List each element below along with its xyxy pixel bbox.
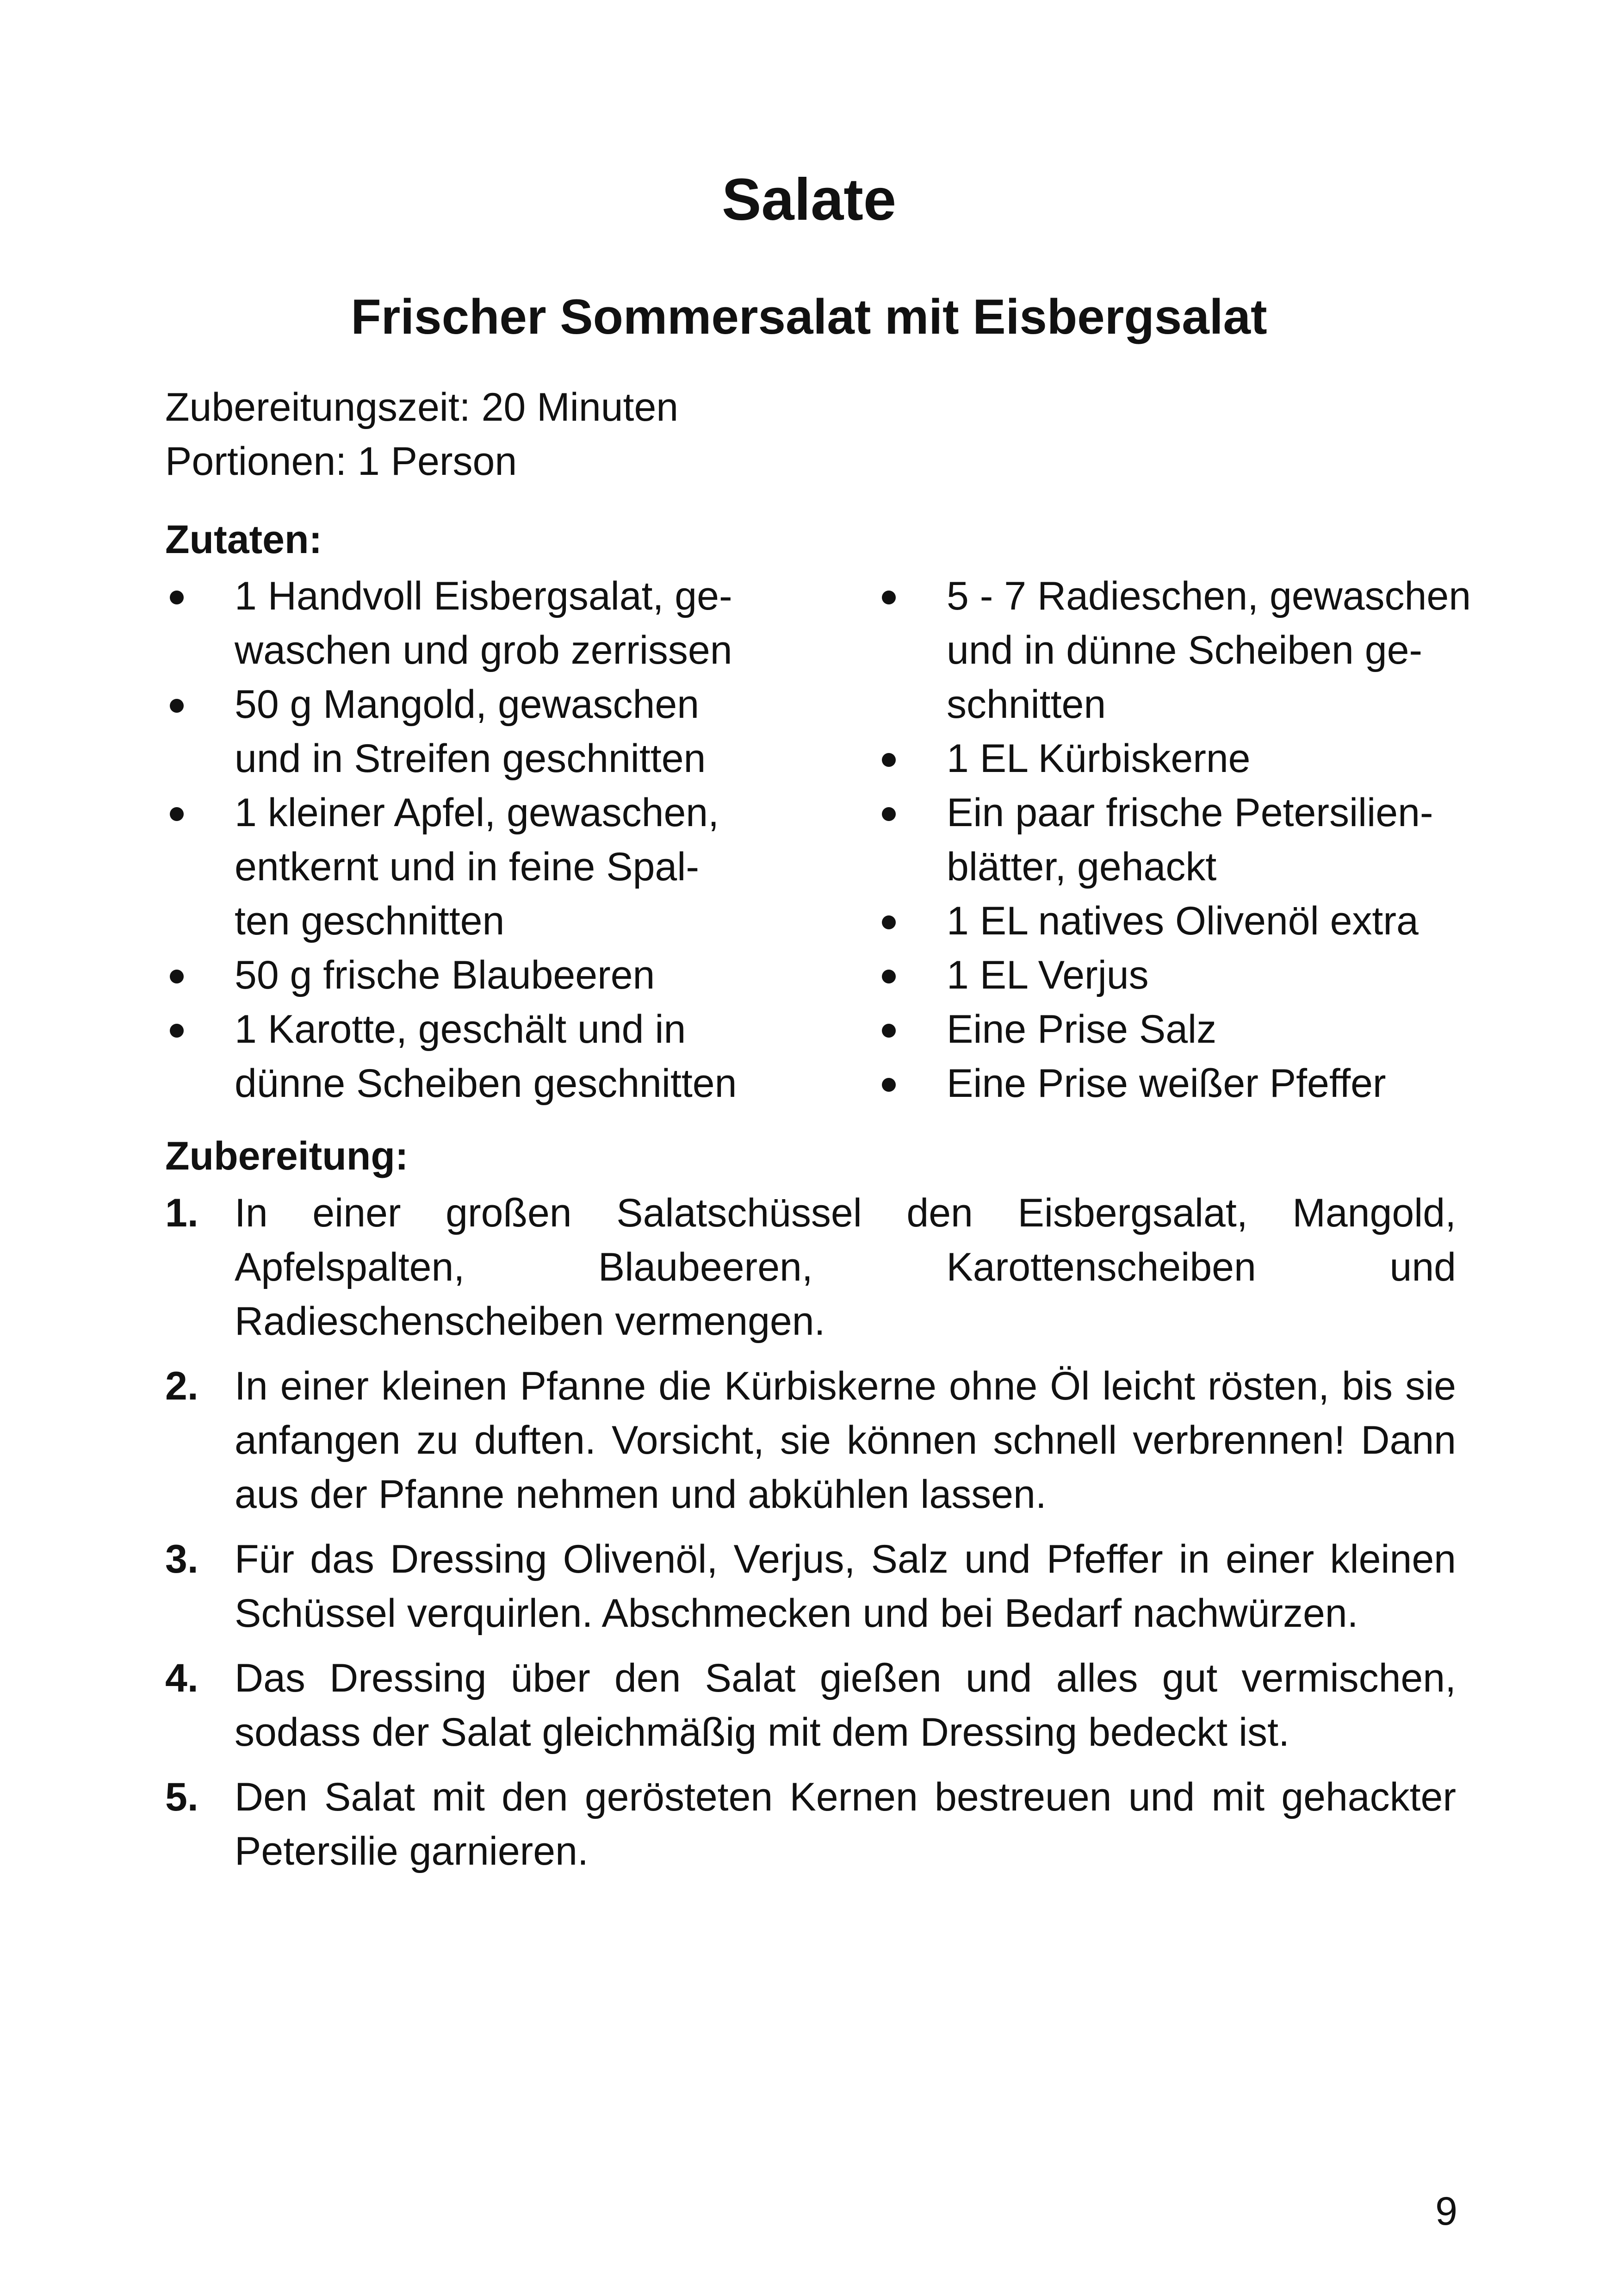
- step-text: Für das Dressing Olivenöl, Verjus, Salz und Pfeffer in einer kleinen Schüssel verquirlen. Abschmecken und bei Bedarf nachwürzen.: [235, 1537, 1456, 1636]
- ingredient-item: Ein paar frische Petersilien- blätter, gehackt: [877, 786, 1479, 894]
- recipe-meta: [165, 380, 678, 489]
- ingredient-item: 1 Karotte, geschält und in dünne Scheiben geschnitten: [165, 1002, 813, 1111]
- preparation-steps: [165, 1186, 1456, 1889]
- step-text: In einer kleinen Pfanne die Kürbiskerne ohne Öl leicht rösten, bis sie anfangen zu duften. Vorsicht, sie können schnell verbrennen! Dann aus der Pfanne nehmen und abkühlen lassen.: [235, 1364, 1456, 1517]
- ingredients-heading: Zutaten:: [165, 517, 322, 562]
- ingredients-list-right: [877, 569, 1479, 1111]
- step-text: Das Dressing über den Salat gießen und alles gut vermischen, sodass der Salat gleichmäßig mit dem Dressing bedeckt ist.: [235, 1656, 1456, 1755]
- ingredient-item: 1 EL natives Olivenöl extra: [877, 894, 1479, 948]
- ingredients-list-left: [165, 569, 813, 1111]
- step-item: [165, 1359, 1456, 1522]
- prep-time: Zubereitungszeit: 20 Minuten: [165, 385, 679, 429]
- preparation-heading: Zubereitung:: [165, 1134, 409, 1178]
- recipe-title: Frischer Sommersalat mit Eisbergsalat: [351, 289, 1267, 344]
- step-number: 4.: [165, 1656, 198, 1700]
- step-item: [165, 1770, 1456, 1879]
- step-number: 2.: [165, 1364, 198, 1408]
- ingredient-item: Eine Prise weißer Pfeffer: [877, 1057, 1479, 1111]
- step-text: In einer großen Salatschüssel den Eisbergsalat, Mangold, Apfelspalten, Blaubeeren, Karottenscheiben und Radieschenscheiben vermengen.: [235, 1191, 1456, 1344]
- step-item: [165, 1532, 1456, 1641]
- page-title: Salate: [721, 167, 897, 233]
- ingredient-item: 1 EL Kürbiskerne: [877, 732, 1479, 786]
- ingredient-item: 1 EL Verjus: [877, 948, 1479, 1002]
- step-text: Den Salat mit den gerösteten Kernen bestreuen und mit gehackter Petersilie garnieren.: [235, 1775, 1456, 1873]
- ingredient-item: 50 g frische Blaubeeren: [165, 948, 813, 1002]
- step-number: 3.: [165, 1537, 198, 1581]
- servings: Portionen: 1 Person: [165, 439, 517, 484]
- ingredient-item: Eine Prise Salz: [877, 1002, 1479, 1057]
- step-number: 1.: [165, 1191, 198, 1235]
- ingredient-item: 1 Handvoll Eisbergsalat, ge- waschen und grob zerrissen: [165, 569, 813, 678]
- ingredient-item: 1 kleiner Apfel, gewaschen, entkernt und in feine Spal- ten geschnitten: [165, 786, 813, 948]
- step-item: [165, 1186, 1456, 1349]
- ingredient-item: 50 g Mangold, gewaschen und in Streifen geschnitten: [165, 678, 813, 786]
- ingredient-item: 5 - 7 Radieschen, gewaschen und in dünne Scheiben ge- schnitten: [877, 569, 1479, 732]
- step-number: 5.: [165, 1775, 198, 1819]
- step-item: [165, 1651, 1456, 1760]
- page-number: 9: [1435, 2189, 1457, 2234]
